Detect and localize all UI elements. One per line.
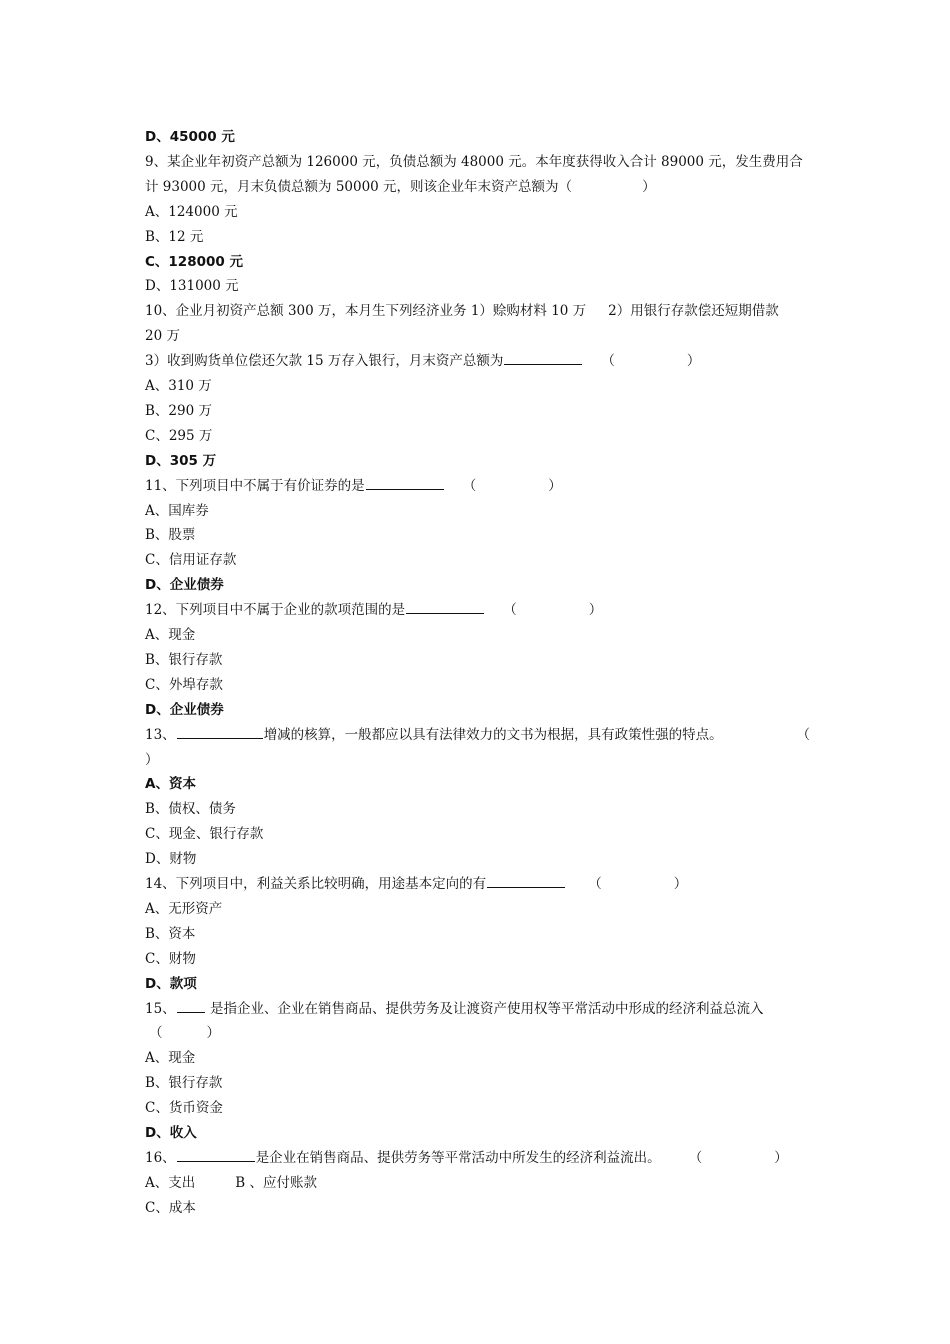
- open-paren: （: [796, 726, 810, 743]
- line-text: D、45000 元: [145, 129, 235, 145]
- text-line: [145, 175, 810, 200]
- text-line: [145, 997, 810, 1022]
- line-text: D、企业债券: [145, 701, 224, 718]
- text-line: [145, 847, 810, 872]
- open-paren: （: [503, 602, 517, 619]
- line-text: 11、下列项目中不属于有价证券的是: [145, 477, 365, 494]
- line-text: B、12 元: [145, 228, 204, 245]
- answer-blank: [177, 724, 263, 739]
- line-text: B、债权、债务: [145, 801, 236, 818]
- text-line: [145, 1071, 810, 1096]
- text-line: [145, 324, 810, 349]
- text-line: [145, 449, 810, 474]
- text-line: [145, 623, 810, 648]
- text-line: [145, 150, 810, 175]
- line-text: 16、: [145, 1149, 176, 1166]
- line-text: D、305 万: [145, 452, 217, 469]
- text-line: [145, 523, 810, 548]
- text-line: [145, 897, 810, 922]
- line-text: C、成本: [145, 1199, 196, 1216]
- line-text: A、无形资产: [145, 900, 223, 917]
- line-text-tail: 2）用银行存款偿还短期借款: [608, 303, 779, 320]
- line-text: 13、: [145, 726, 176, 743]
- line-text: B、银行存款: [145, 1075, 223, 1092]
- line-text: 9、某企业年初资产总额为 126000 元，负债总额为 48000 元。本年度获得收入合计 89000 元，发生费用合: [145, 153, 803, 170]
- line-text: A、资本: [145, 776, 196, 793]
- text-line: [145, 698, 810, 723]
- answer-blank: [177, 998, 205, 1013]
- line-text: B、290 万: [145, 402, 212, 419]
- line-text: A、支出: [145, 1174, 196, 1191]
- line-text: 15、: [145, 1000, 176, 1017]
- text-line: [145, 822, 810, 847]
- close-paren: ）: [206, 1025, 220, 1042]
- text-line: [145, 474, 810, 499]
- text-line: [145, 723, 810, 748]
- text-line: [145, 972, 810, 997]
- answer-blank: [406, 599, 484, 614]
- line-text: B、资本: [145, 925, 196, 942]
- line-text: D、131000 元: [145, 278, 239, 295]
- text-line: [145, 399, 810, 424]
- open-paren: （: [462, 477, 477, 494]
- close-paren: ）: [673, 876, 688, 892]
- text-line: [145, 274, 810, 299]
- line-text: 12、下列项目中不属于企业的款项范围的是: [145, 602, 406, 619]
- line-text: 10、企业月初资产总额 300 万，本月生下列经济业务 1）赊购材料 10 万: [145, 303, 587, 320]
- line-text: D、财物: [145, 851, 197, 868]
- text-line: [145, 1046, 810, 1071]
- close-paren: ）: [774, 1149, 788, 1166]
- text-line: [145, 922, 810, 947]
- close-paren: ）: [588, 602, 603, 619]
- text-line: [145, 299, 810, 324]
- line-text: D、企业债券: [145, 577, 224, 594]
- open-paren: （: [601, 353, 615, 370]
- line-text: （: [149, 1025, 163, 1042]
- line-text: C、货币资金: [145, 1100, 223, 1117]
- close-paren: ）: [686, 353, 701, 370]
- text-line: [145, 250, 810, 275]
- line-text: C、信用证存款: [145, 552, 237, 569]
- text-line: [145, 797, 810, 822]
- text-line: [145, 1146, 810, 1171]
- line-text-continued: 增减的核算，一般都应以具有法律效力的文书为根据，具有政策性强的特点。: [263, 726, 723, 743]
- text-line: [145, 872, 810, 897]
- line-text: 3）收到购货单位偿还欠款 15 万存入银行，月末资产总额为: [145, 353, 504, 370]
- text-line: [145, 1171, 810, 1196]
- line-text: A、现金: [145, 627, 196, 643]
- line-text: B、银行存款: [145, 651, 223, 668]
- close-paren: ）: [548, 477, 562, 494]
- text-line: [145, 374, 810, 399]
- line-text: 20 万: [145, 328, 180, 345]
- answer-blank: [487, 873, 565, 888]
- answer-blank: [366, 475, 444, 490]
- line-text: C、128000 元: [145, 253, 243, 270]
- open-paren: （: [688, 1149, 703, 1166]
- line-text: 14、下列项目中，利益关系比较明确，用途基本定向的有: [145, 876, 487, 892]
- close-paren: ）: [642, 178, 656, 195]
- text-line: [145, 1121, 810, 1146]
- text-line: [145, 499, 810, 524]
- line-text: D、收入: [145, 1125, 197, 1141]
- line-text-tail: B 、应付账款: [235, 1174, 317, 1191]
- text-line: [145, 125, 810, 150]
- answer-blank: [177, 1147, 255, 1162]
- line-text: C、外埠存款: [145, 676, 223, 693]
- text-line: [145, 648, 810, 673]
- line-text-continued: 是企业在销售商品、提供劳务等平常活动中所发生的经济利益流出。: [255, 1149, 661, 1166]
- line-text: D、款项: [145, 975, 197, 992]
- line-text-continued: 是指企业、企业在销售商品、提供劳务及让渡资产使用权等平常活动中形成的经济利益总流入: [205, 1000, 764, 1017]
- line-text: A、124000 元: [145, 203, 238, 220]
- open-paren: （: [588, 876, 602, 892]
- text-line: [145, 598, 810, 623]
- text-line: [145, 548, 810, 573]
- text-line: [145, 748, 810, 773]
- text-line: [145, 1196, 810, 1221]
- line-text: A、现金: [145, 1050, 196, 1067]
- text-line: [145, 673, 810, 698]
- text-line: [145, 947, 810, 972]
- line-text: 计 93000 元，月末负债总额为 50000 元，则该企业年末资产总额为（: [145, 178, 573, 195]
- answer-blank: [504, 350, 582, 365]
- line-text: B、股票: [145, 527, 196, 544]
- line-text: A、国库券: [145, 502, 209, 519]
- line-text: C、现金、银行存款: [145, 826, 264, 843]
- text-line: [145, 1096, 810, 1121]
- text-line: [145, 349, 810, 374]
- line-text: A、310 万: [145, 378, 212, 394]
- line-text: C、财物: [145, 950, 196, 967]
- text-line: [145, 772, 810, 797]
- text-line: [145, 1021, 810, 1046]
- line-text: C、295 万: [145, 427, 213, 444]
- line-text: ）: [145, 751, 159, 768]
- text-line: [145, 200, 810, 225]
- text-line: [145, 225, 810, 250]
- text-line: [145, 424, 810, 449]
- text-line: [145, 573, 810, 598]
